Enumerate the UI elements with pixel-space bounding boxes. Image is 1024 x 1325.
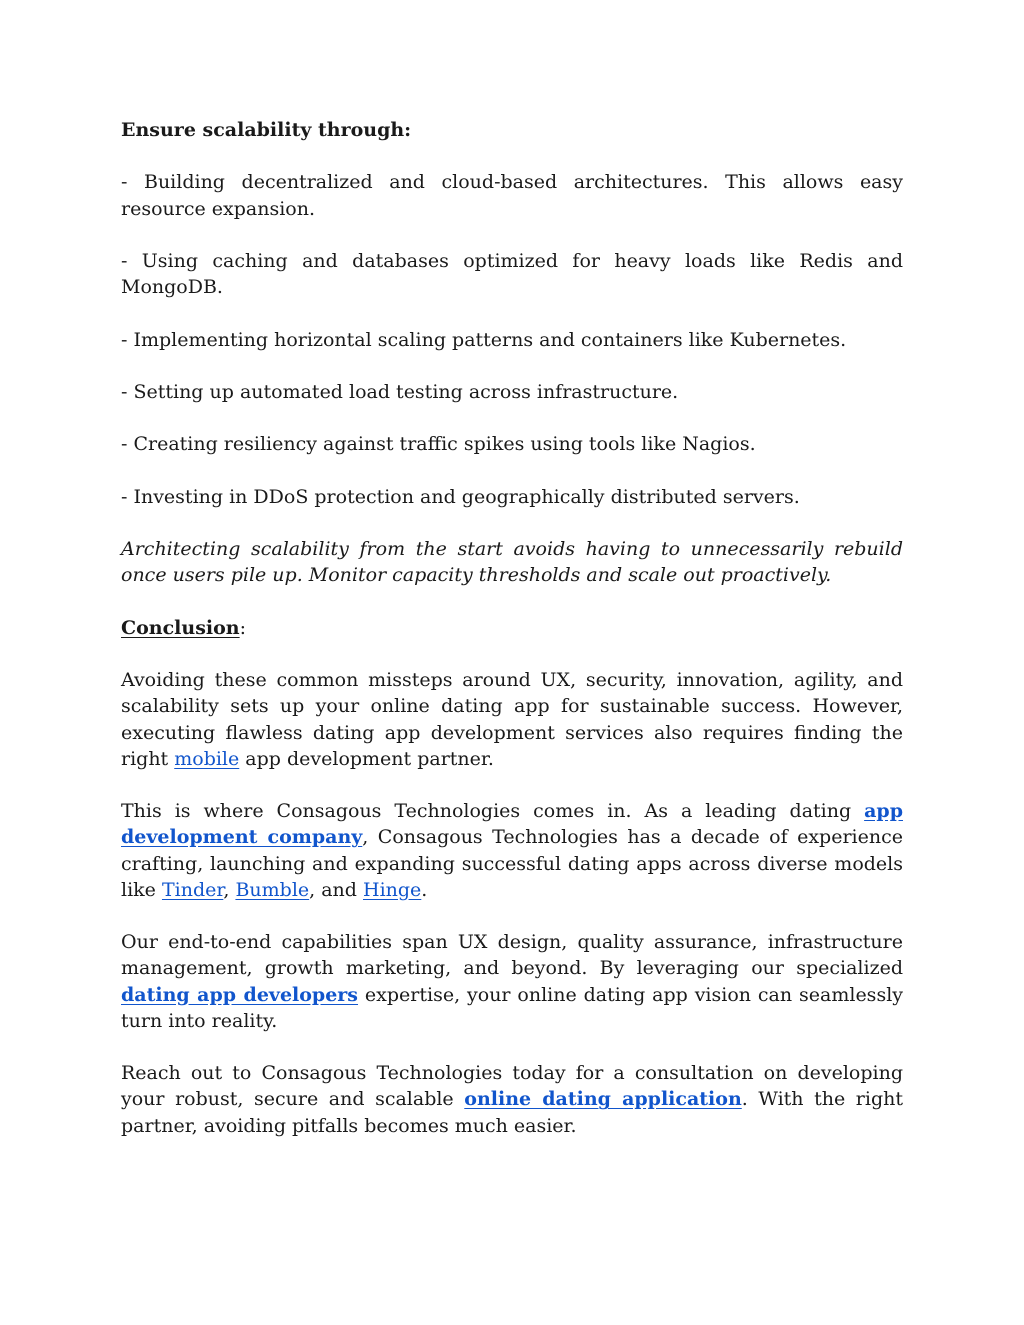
paragraph-3 [121,929,903,1034]
paragraph-4 [121,1060,903,1139]
paragraph-2 [121,798,903,903]
online-dating-application-link[interactable]: online dating application [464,1088,742,1111]
bullet-item: - Implementing horizontal scaling patterns and containers like Kubernetes. [121,328,847,351]
bullet-item: - Investing in DDoS protection and geographically distributed servers. [121,485,800,508]
conclusion-heading [121,615,903,641]
paragraph-text: Reach out to Consagous Technologies today for a consultation on developing your robust, secure and scalable [121,1062,903,1111]
app-development-company-link[interactable]: app development company [121,800,903,849]
conclusion-colon: : [239,616,247,639]
paragraph-text: , Consagous Technologies has a decade of experience crafting, launching and expanding successful dating apps across diverse models like [121,826,903,901]
tinder-link[interactable]: Tinder [161,878,224,901]
dating-app-developers-link[interactable]: dating app developers [121,983,359,1006]
paragraph-text: expertise, your online dating app vision can seamlessly turn into reality. [121,983,903,1032]
paragraph-text: , [223,878,236,901]
mobile-link[interactable]: mobile [174,747,240,770]
paragraph-text: This is where Consagous Technologies comes in. As a leading dating [121,800,865,823]
paragraph-text: Avoiding these common missteps around UX, security, innovation, agility, and scalability sets up your online dating app for sustainable success. However, executing flawless dating app development services also requires finding the right [121,669,903,770]
paragraph-text: app development partner. [239,747,494,770]
italic-note: Architecting scalability from the start avoids having to unnecessarily rebuild once users pile up. Monitor capacity thresholds and scale out proactively. [121,538,903,587]
document-page [121,117,903,1165]
paragraph-1 [121,667,903,772]
paragraph-text: , and [309,878,363,901]
bullet-item: - Setting up automated load testing across infrastructure. [121,380,679,403]
bullet-item: - Creating resiliency against traffic spikes using tools like Nagios. [121,433,756,456]
bullet-item: - Using caching and databases optimized for heavy loads like Redis and MongoDB. [121,249,903,299]
bullet-item: - Building decentralized and cloud-based architectures. This allows easy resource expansion. [121,171,903,220]
paragraph-text: Our end-to-end capabilities span UX design, quality assurance, infrastructure management, growth marketing, and beyond. By leveraging our specialized [121,931,903,980]
paragraph-text: . [421,878,428,901]
conclusion-title: Conclusion [121,616,240,639]
bumble-link[interactable]: Bumble [235,878,310,901]
hinge-link[interactable]: Hinge [363,878,422,901]
paragraph-text: . With the right partner, avoiding pitfalls becomes much easier. [121,1088,903,1137]
section-heading: Ensure scalability through: [121,119,412,141]
